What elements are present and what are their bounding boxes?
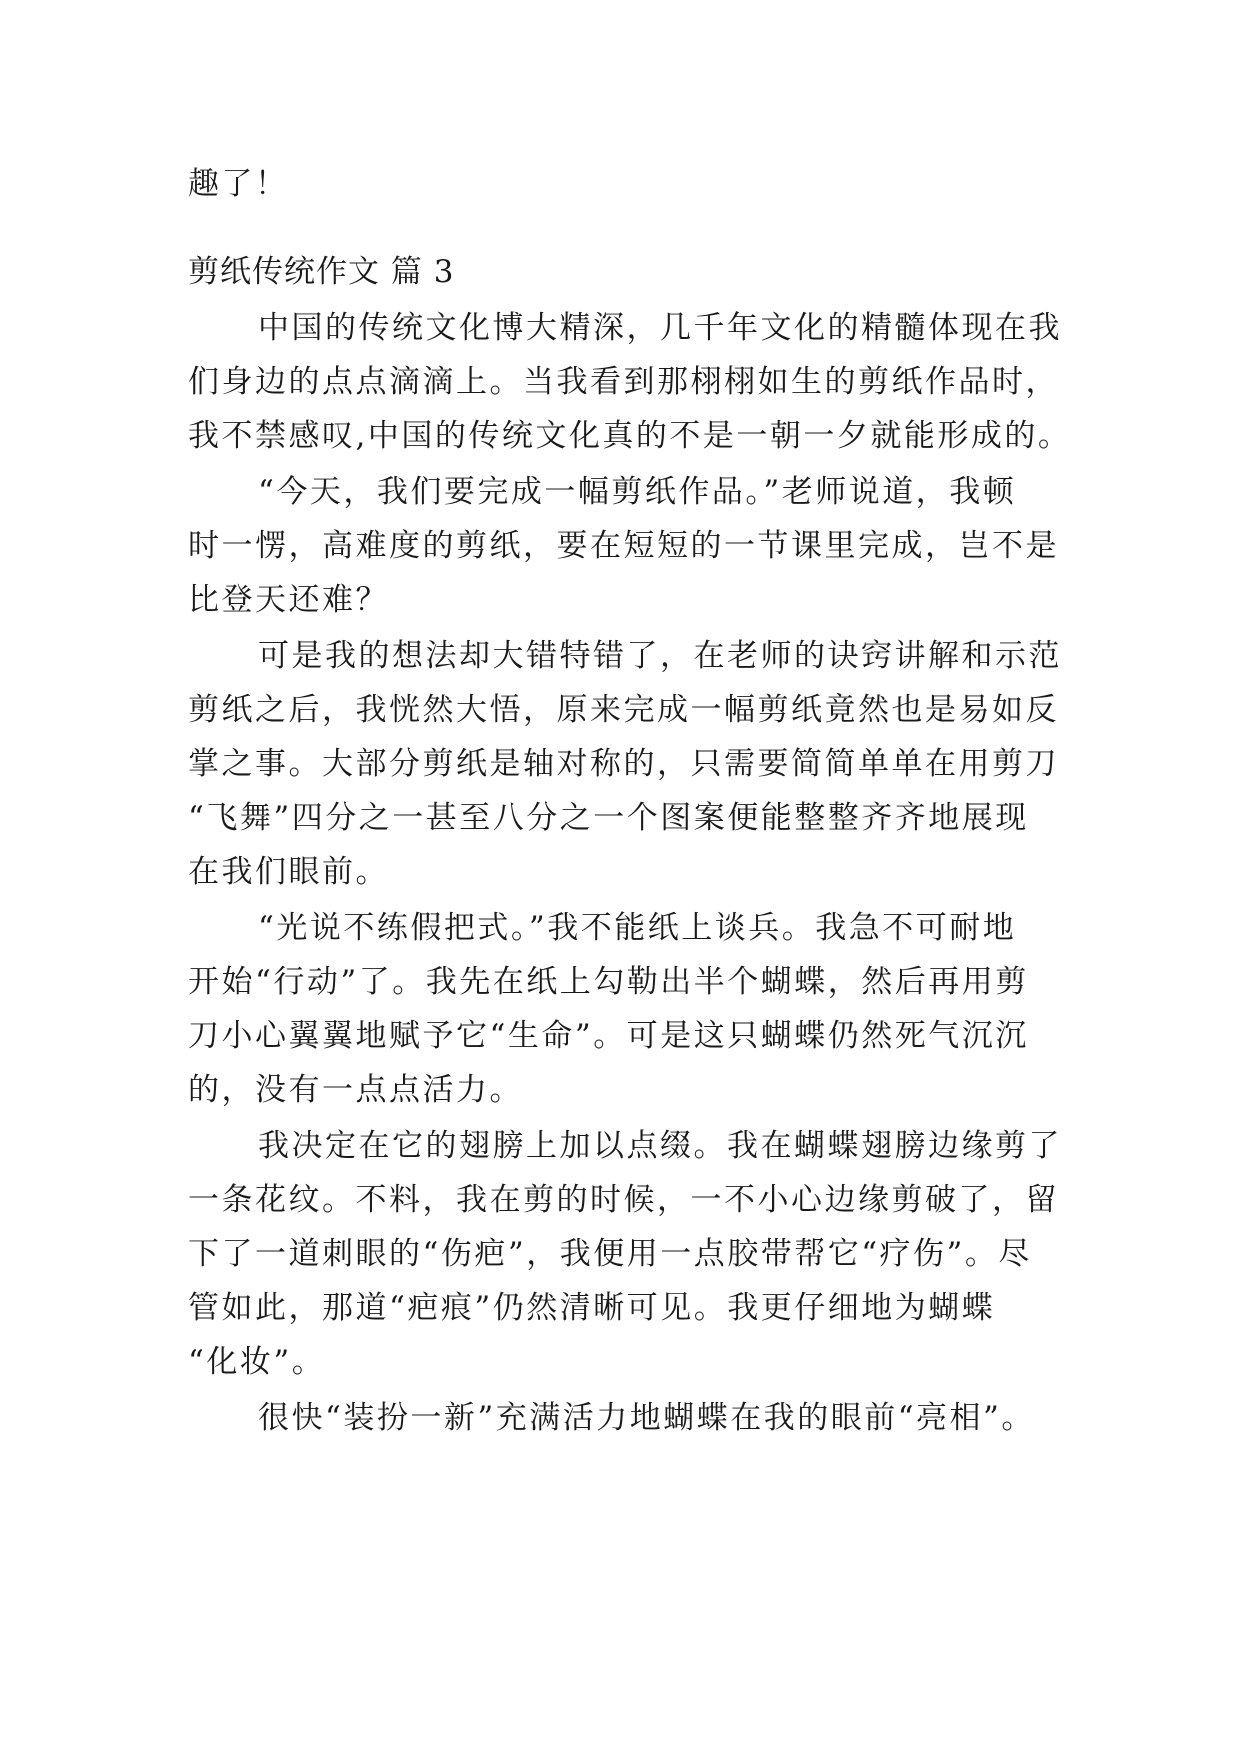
text-fragment: 趣了！ bbox=[188, 166, 289, 202]
paragraph-line: “今天，我们要完成一幅剪纸作品。”老师说道，我顿 bbox=[258, 474, 1017, 510]
paragraph-line: 开始“行动”了。我先在纸上勾勒出半个蝴蝶，然后再用剪 bbox=[188, 964, 1029, 1000]
paragraph-line: 我不禁感叹,中国的传统文化真的不是一朝一夕就能形成的。 bbox=[188, 418, 1072, 454]
paragraph-line: 可是我的想法却大错特错了，在老师的诀窍讲解和示范 bbox=[258, 638, 1062, 674]
paragraph-line: 刀小心翼翼地赋予它“生命”。可是这只蝴蝶仍然死气沉沉 bbox=[188, 1018, 1029, 1054]
paragraph-line: 的，没有一点点活力。 bbox=[188, 1072, 523, 1108]
paragraph-line: 在我们眼前。 bbox=[188, 854, 389, 890]
paragraph-line: 下了一道刺眼的“伤疤”，我便用一点胶带帮它“疗伤”。尽 bbox=[188, 1236, 1032, 1272]
paragraph-line: 比登天还难？ bbox=[188, 582, 389, 618]
paragraph-line: “化妆”。 bbox=[188, 1344, 326, 1380]
paragraph-line: 很快“装扮一新”充满活力地蝴蝶在我的眼前“亮相”。 bbox=[258, 1400, 1035, 1436]
paragraph-line: “光说不练假把式。”我不能纸上谈兵。我急不可耐地 bbox=[258, 910, 1017, 946]
paragraph-line: 我决定在它的翅膀上加以点缀。我在蝴蝶翅膀边缘剪了 bbox=[258, 1128, 1062, 1164]
paragraph-line: 时一愣，高难度的剪纸，要在短短的一节课里完成，岂不是 bbox=[188, 528, 1059, 564]
section-heading: 剪纸传统作文 篇 3 bbox=[188, 254, 455, 290]
paragraph-line: 管如此，那道“疤痕”仍然清晰可见。我更仔细地为蝴蝶 bbox=[188, 1290, 996, 1326]
paragraph-line: 们身边的点点滴滴上。当我看到那栩栩如生的剪纸作品时， bbox=[188, 364, 1059, 400]
paragraph-line: “飞舞”四分之一甚至八分之一个图案便能整整齐齐地展现 bbox=[188, 800, 1029, 836]
paragraph-line: 一条花纹。不料，我在剪的时候，一不小心边缘剪破了，留 bbox=[188, 1182, 1059, 1218]
paragraph-line: 中国的传统文化博大精深，几千年文化的精髓体现在我 bbox=[258, 310, 1062, 346]
paragraph-line: 掌之事。大部分剪纸是轴对称的，只需要简简单单在用剪刀 bbox=[188, 746, 1059, 782]
paragraph-line: 剪纸之后，我恍然大悟，原来完成一幅剪纸竟然也是易如反 bbox=[188, 692, 1059, 728]
